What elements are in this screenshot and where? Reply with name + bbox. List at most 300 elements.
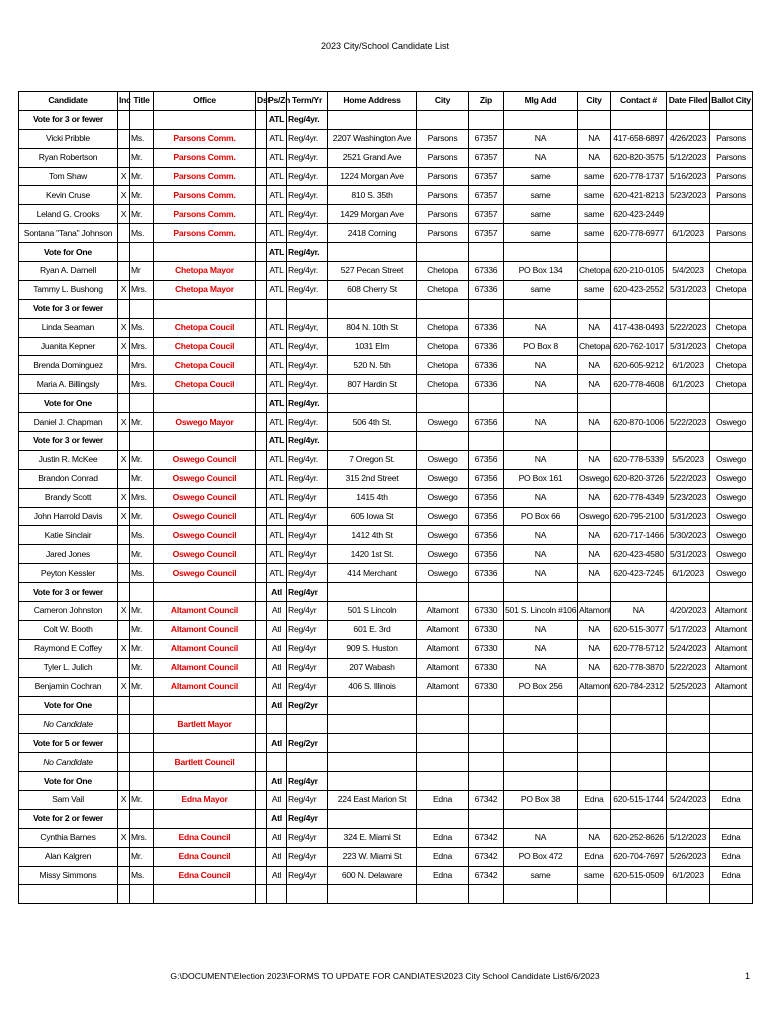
cell-inc xyxy=(118,658,130,677)
cell-address: 810 S. 35th xyxy=(328,186,417,205)
cell-inc: X xyxy=(118,413,130,432)
table-row xyxy=(19,866,753,885)
cell-address xyxy=(328,432,417,451)
cell-office: Chetopa Coucil xyxy=(154,356,256,375)
table-row xyxy=(19,262,753,281)
cell-inc: X xyxy=(118,790,130,809)
cell-ballot: Oswego xyxy=(710,488,753,507)
cell-term: Reg/2yr xyxy=(287,696,328,715)
table-row xyxy=(19,753,753,772)
cell-zip: 67330 xyxy=(469,677,504,696)
cell-mlg xyxy=(504,394,578,413)
cell-city: Parsons xyxy=(417,148,469,167)
cell-term: Reg/4yr. xyxy=(287,205,328,224)
cell-contact xyxy=(611,110,667,129)
cell-title: Ms. xyxy=(130,526,154,545)
cell-dst xyxy=(256,488,267,507)
cell-ballot: Edna xyxy=(710,828,753,847)
cell-date: 6/1/2023 xyxy=(667,866,710,885)
cell-ballot: Chetopa xyxy=(710,337,753,356)
cell-term: Reg/4yr. xyxy=(287,356,328,375)
cell-zip: 67342 xyxy=(469,828,504,847)
cell-zip: 67356 xyxy=(469,545,504,564)
cell-mcity xyxy=(578,432,611,451)
cell-date: 5/31/2023 xyxy=(667,280,710,299)
cell-inc: X xyxy=(118,602,130,621)
cell-city: Edna xyxy=(417,866,469,885)
cell-title xyxy=(130,243,154,262)
table-row xyxy=(19,828,753,847)
cell-address: 324 E. Miami St xyxy=(328,828,417,847)
cell-zip: 67356 xyxy=(469,526,504,545)
cell-ps xyxy=(267,885,287,904)
cell-inc xyxy=(118,772,130,791)
cell-ps: ATL xyxy=(267,413,287,432)
table-row xyxy=(19,715,753,734)
cell-city: Edna xyxy=(417,847,469,866)
cell-mcity: Edna xyxy=(578,790,611,809)
cell-address: 527 Pecan Street xyxy=(328,262,417,281)
cell-mlg xyxy=(504,432,578,451)
cell-dst xyxy=(256,356,267,375)
cell-candidate: Vote for One xyxy=(19,394,118,413)
cell-ps: ATL xyxy=(267,110,287,129)
table-row xyxy=(19,167,753,186)
cell-ps: ATL xyxy=(267,469,287,488)
cell-candidate: Vote for 2 or fewer xyxy=(19,809,118,828)
cell-office: Oswego Council xyxy=(154,469,256,488)
cell-ps: Atl xyxy=(267,620,287,639)
cell-zip xyxy=(469,696,504,715)
cell-ps: Atl xyxy=(267,602,287,621)
cell-title xyxy=(130,809,154,828)
cell-address: 7 Oregon St. xyxy=(328,450,417,469)
cell-date: 5/12/2023 xyxy=(667,148,710,167)
cell-candidate: Cameron Johnston xyxy=(19,602,118,621)
column-header-date-filed: Date Filed xyxy=(667,92,710,111)
cell-inc xyxy=(118,753,130,772)
cell-contact: 620-704-7697 xyxy=(611,847,667,866)
cell-contact: 620-515-3077 xyxy=(611,620,667,639)
cell-city: Oswego xyxy=(417,469,469,488)
cell-ps xyxy=(267,715,287,734)
cell-address: 2521 Grand Ave xyxy=(328,148,417,167)
cell-mcity: Oswego xyxy=(578,507,611,526)
cell-city xyxy=(417,583,469,602)
cell-office xyxy=(154,243,256,262)
cell-address: 414 Merchant xyxy=(328,564,417,583)
table-row xyxy=(19,280,753,299)
cell-title: Mr. xyxy=(130,167,154,186)
cell-candidate: Jared Jones xyxy=(19,545,118,564)
cell-inc: X xyxy=(118,677,130,696)
cell-date xyxy=(667,809,710,828)
cell-office: Oswego Council xyxy=(154,450,256,469)
cell-date: 5/17/2023 xyxy=(667,620,710,639)
table-row xyxy=(19,677,753,696)
cell-city xyxy=(417,772,469,791)
cell-date xyxy=(667,696,710,715)
cell-address xyxy=(328,753,417,772)
cell-dst xyxy=(256,110,267,129)
cell-mcity xyxy=(578,299,611,318)
cell-title: Mr. xyxy=(130,847,154,866)
cell-ps: ATL xyxy=(267,394,287,413)
cell-ballot: Oswego xyxy=(710,564,753,583)
cell-ballot: Parsons xyxy=(710,129,753,148)
cell-address: 608 Cherry St xyxy=(328,280,417,299)
cell-mlg xyxy=(504,753,578,772)
table-row xyxy=(19,148,753,167)
cell-contact: 620-778-4349 xyxy=(611,488,667,507)
cell-candidate xyxy=(19,885,118,904)
cell-ballot: Altamont xyxy=(710,658,753,677)
table-body xyxy=(19,110,753,903)
table-row xyxy=(19,507,753,526)
cell-title: Mr. xyxy=(130,677,154,696)
cell-mlg: NA xyxy=(504,545,578,564)
cell-address xyxy=(328,809,417,828)
group-row xyxy=(19,583,753,602)
cell-city xyxy=(417,110,469,129)
cell-city xyxy=(417,243,469,262)
cell-ps: ATL xyxy=(267,167,287,186)
cell-office: Chetopa Coucil xyxy=(154,318,256,337)
cell-contact: 620-605-9212 xyxy=(611,356,667,375)
cell-office: Altamont Council xyxy=(154,639,256,658)
column-header-title: Title xyxy=(130,92,154,111)
column-header-city: City xyxy=(417,92,469,111)
cell-title: Mr. xyxy=(130,413,154,432)
cell-zip: 67342 xyxy=(469,790,504,809)
cell-city: Parsons xyxy=(417,205,469,224)
cell-contact: 620-515-1744 xyxy=(611,790,667,809)
cell-ballot: Edna xyxy=(710,847,753,866)
page-number: 1 xyxy=(745,971,751,981)
cell-mcity: Edna xyxy=(578,847,611,866)
cell-title: Mrs. xyxy=(130,356,154,375)
cell-mlg: NA xyxy=(504,318,578,337)
cell-zip: 67357 xyxy=(469,186,504,205)
cell-title: Mr. xyxy=(130,602,154,621)
cell-ballot: Parsons xyxy=(710,224,753,243)
cell-ps: ATL xyxy=(267,318,287,337)
cell-date xyxy=(667,243,710,262)
cell-zip: 67336 xyxy=(469,356,504,375)
cell-ps: Atl xyxy=(267,734,287,753)
cell-term xyxy=(287,753,328,772)
cell-date: 5/31/2023 xyxy=(667,507,710,526)
cell-ballot: Altamont xyxy=(710,639,753,658)
cell-office: Parsons Comm. xyxy=(154,167,256,186)
cell-mlg: NA xyxy=(504,639,578,658)
cell-candidate: Vote for One xyxy=(19,772,118,791)
cell-mlg: NA xyxy=(504,620,578,639)
cell-inc xyxy=(118,564,130,583)
cell-candidate: Justin R. McKee xyxy=(19,450,118,469)
cell-zip: 67356 xyxy=(469,469,504,488)
cell-inc: X xyxy=(118,318,130,337)
cell-term: Reg/4yr xyxy=(287,564,328,583)
cell-office xyxy=(154,885,256,904)
cell-address: 406 S. Illinois xyxy=(328,677,417,696)
cell-term: Reg/4yr xyxy=(287,583,328,602)
cell-zip xyxy=(469,394,504,413)
cell-ps: ATL xyxy=(267,375,287,394)
cell-inc xyxy=(118,545,130,564)
cell-term xyxy=(287,299,328,318)
cell-zip xyxy=(469,243,504,262)
cell-title: Mr. xyxy=(130,507,154,526)
cell-term: Reg/4yr xyxy=(287,602,328,621)
cell-term: Reg/4yr xyxy=(287,658,328,677)
cell-date xyxy=(667,299,710,318)
cell-city: Edna xyxy=(417,790,469,809)
cell-zip: 67336 xyxy=(469,337,504,356)
table-row xyxy=(19,186,753,205)
cell-candidate: Vote for 3 or fewer xyxy=(19,299,118,318)
cell-inc: X xyxy=(118,205,130,224)
column-header-ballot-city: Ballot City xyxy=(710,92,753,111)
cell-office: Chetopa Mayor xyxy=(154,262,256,281)
cell-inc: X xyxy=(118,337,130,356)
cell-mlg: NA xyxy=(504,658,578,677)
cell-office: Oswego Council xyxy=(154,564,256,583)
cell-title: Mrs. xyxy=(130,337,154,356)
cell-dst xyxy=(256,715,267,734)
cell-office: Oswego Mayor xyxy=(154,413,256,432)
column-header-candidate: Candidate xyxy=(19,92,118,111)
cell-ballot: Chetopa xyxy=(710,262,753,281)
cell-office xyxy=(154,583,256,602)
cell-candidate: No Candidate xyxy=(19,753,118,772)
cell-ballot: Altamont xyxy=(710,602,753,621)
cell-mcity: Chetopa xyxy=(578,337,611,356)
cell-term: Reg/4yr xyxy=(287,545,328,564)
cell-mcity: NA xyxy=(578,356,611,375)
cell-zip: 67336 xyxy=(469,375,504,394)
cell-ballot: Parsons xyxy=(710,186,753,205)
blank-row xyxy=(19,885,753,904)
cell-inc: X xyxy=(118,186,130,205)
cell-zip xyxy=(469,583,504,602)
cell-date xyxy=(667,583,710,602)
cell-zip: 67357 xyxy=(469,148,504,167)
cell-address: 501 S Lincoln xyxy=(328,602,417,621)
cell-ps xyxy=(267,753,287,772)
cell-contact: 620-778-1737 xyxy=(611,167,667,186)
cell-mcity: NA xyxy=(578,545,611,564)
cell-contact: NA xyxy=(611,602,667,621)
cell-term xyxy=(287,885,328,904)
cell-mcity xyxy=(578,394,611,413)
cell-city xyxy=(417,432,469,451)
cell-term: Reg/4yr, xyxy=(287,337,328,356)
cell-title: Mr. xyxy=(130,205,154,224)
column-header-mlg-city: City xyxy=(578,92,611,111)
table-row xyxy=(19,658,753,677)
cell-mcity xyxy=(578,696,611,715)
cell-date xyxy=(667,734,710,753)
cell-city xyxy=(417,696,469,715)
cell-term: Reg/4yr. xyxy=(287,394,328,413)
cell-city xyxy=(417,734,469,753)
cell-address xyxy=(328,885,417,904)
cell-office: Altamont Council xyxy=(154,620,256,639)
cell-city: Parsons xyxy=(417,224,469,243)
cell-title: Mrs. xyxy=(130,488,154,507)
cell-ps: ATL xyxy=(267,337,287,356)
cell-office xyxy=(154,772,256,791)
cell-office: Chetopa Coucil xyxy=(154,337,256,356)
cell-title: Mr. xyxy=(130,186,154,205)
table-row xyxy=(19,224,753,243)
cell-dst xyxy=(256,375,267,394)
cell-dst xyxy=(256,469,267,488)
cell-ballot xyxy=(710,110,753,129)
cell-mlg: same xyxy=(504,186,578,205)
cell-dst xyxy=(256,450,267,469)
cell-date xyxy=(667,772,710,791)
cell-zip: 67336 xyxy=(469,564,504,583)
cell-ballot: Altamont xyxy=(710,677,753,696)
column-header-home-address: Home Address xyxy=(328,92,417,111)
cell-contact: 620-870-1006 xyxy=(611,413,667,432)
cell-city xyxy=(417,885,469,904)
cell-date: 5/16/2023 xyxy=(667,167,710,186)
cell-office: Chetopa Mayor xyxy=(154,280,256,299)
cell-inc xyxy=(118,110,130,129)
cell-inc: X xyxy=(118,167,130,186)
cell-title: Mrs. xyxy=(130,828,154,847)
cell-dst xyxy=(256,790,267,809)
cell-mcity: same xyxy=(578,866,611,885)
cell-mcity: NA xyxy=(578,148,611,167)
cell-ps: Atl xyxy=(267,583,287,602)
cell-ballot: Edna xyxy=(710,866,753,885)
cell-candidate: Brenda Dominguez xyxy=(19,356,118,375)
cell-mlg xyxy=(504,696,578,715)
cell-mlg: PO Box 256 xyxy=(504,677,578,696)
cell-address: 520 N. 5th xyxy=(328,356,417,375)
cell-office: Parsons Comm. xyxy=(154,129,256,148)
cell-city: Chetopa xyxy=(417,318,469,337)
cell-candidate: Linda Seaman xyxy=(19,318,118,337)
cell-address: 1031 Elm xyxy=(328,337,417,356)
cell-mcity: NA xyxy=(578,658,611,677)
column-header-ps-zn: Ps/Zn xyxy=(267,92,287,111)
cell-mcity: same xyxy=(578,167,611,186)
cell-mcity: NA xyxy=(578,639,611,658)
cell-contact: 620-762-1017 xyxy=(611,337,667,356)
cell-dst xyxy=(256,318,267,337)
cell-mlg: NA xyxy=(504,526,578,545)
cell-term: Reg/4yr. xyxy=(287,469,328,488)
cell-title xyxy=(130,299,154,318)
cell-office: Edna Council xyxy=(154,828,256,847)
cell-city xyxy=(417,753,469,772)
cell-zip: 67342 xyxy=(469,866,504,885)
cell-ballot: Parsons xyxy=(710,148,753,167)
cell-term: Reg/4yr. xyxy=(287,413,328,432)
cell-office xyxy=(154,394,256,413)
cell-date: 5/22/2023 xyxy=(667,413,710,432)
cell-ballot xyxy=(710,432,753,451)
cell-dst xyxy=(256,262,267,281)
cell-inc xyxy=(118,432,130,451)
cell-contact: 620-423-2552 xyxy=(611,280,667,299)
cell-title: Ms. xyxy=(130,318,154,337)
cell-candidate: Katie Sinclair xyxy=(19,526,118,545)
cell-mlg: same xyxy=(504,866,578,885)
cell-candidate: Ryan Robertson xyxy=(19,148,118,167)
cell-ballot xyxy=(710,696,753,715)
cell-term: Reg/4yr. xyxy=(287,243,328,262)
cell-contact: 417-658-6897 xyxy=(611,129,667,148)
cell-title: Ms. xyxy=(130,564,154,583)
cell-zip: 67342 xyxy=(469,847,504,866)
cell-address xyxy=(328,110,417,129)
cell-date: 5/26/2023 xyxy=(667,847,710,866)
cell-mcity: NA xyxy=(578,828,611,847)
cell-ps: Atl xyxy=(267,809,287,828)
cell-inc xyxy=(118,129,130,148)
cell-dst xyxy=(256,337,267,356)
cell-ballot: Chetopa xyxy=(710,280,753,299)
cell-office: Oswego Council xyxy=(154,507,256,526)
cell-zip xyxy=(469,772,504,791)
cell-mcity: same xyxy=(578,280,611,299)
cell-inc: X xyxy=(118,450,130,469)
cell-term: Reg/4yr xyxy=(287,828,328,847)
cell-dst xyxy=(256,280,267,299)
cell-contact: 417-438-0493 xyxy=(611,318,667,337)
cell-date: 5/31/2023 xyxy=(667,337,710,356)
cell-address: 223 W. Miami St xyxy=(328,847,417,866)
cell-contact xyxy=(611,432,667,451)
cell-city: Altamont xyxy=(417,658,469,677)
cell-inc xyxy=(118,375,130,394)
cell-date: 5/22/2023 xyxy=(667,318,710,337)
cell-date: 5/12/2023 xyxy=(667,828,710,847)
cell-mcity xyxy=(578,715,611,734)
cell-city: Altamont xyxy=(417,639,469,658)
cell-ballot xyxy=(710,715,753,734)
cell-mlg: NA xyxy=(504,356,578,375)
cell-inc xyxy=(118,715,130,734)
cell-title: Mr. xyxy=(130,790,154,809)
cell-address: 601 E. 3rd xyxy=(328,620,417,639)
cell-date: 6/1/2023 xyxy=(667,356,710,375)
column-header-zip: Zip xyxy=(469,92,504,111)
cell-dst xyxy=(256,432,267,451)
column-header-dst: Dst xyxy=(256,92,267,111)
cell-address: 207 Wabash xyxy=(328,658,417,677)
cell-ballot: Chetopa xyxy=(710,318,753,337)
cell-zip: 67357 xyxy=(469,224,504,243)
cell-inc xyxy=(118,696,130,715)
cell-date: 5/4/2023 xyxy=(667,262,710,281)
cell-mcity: NA xyxy=(578,450,611,469)
cell-mlg: PO Box 8 xyxy=(504,337,578,356)
cell-dst xyxy=(256,299,267,318)
cell-mlg: NA xyxy=(504,828,578,847)
cell-title: Ms. xyxy=(130,224,154,243)
cell-zip xyxy=(469,734,504,753)
cell-contact xyxy=(611,299,667,318)
cell-ps: ATL xyxy=(267,488,287,507)
cell-inc: X xyxy=(118,507,130,526)
